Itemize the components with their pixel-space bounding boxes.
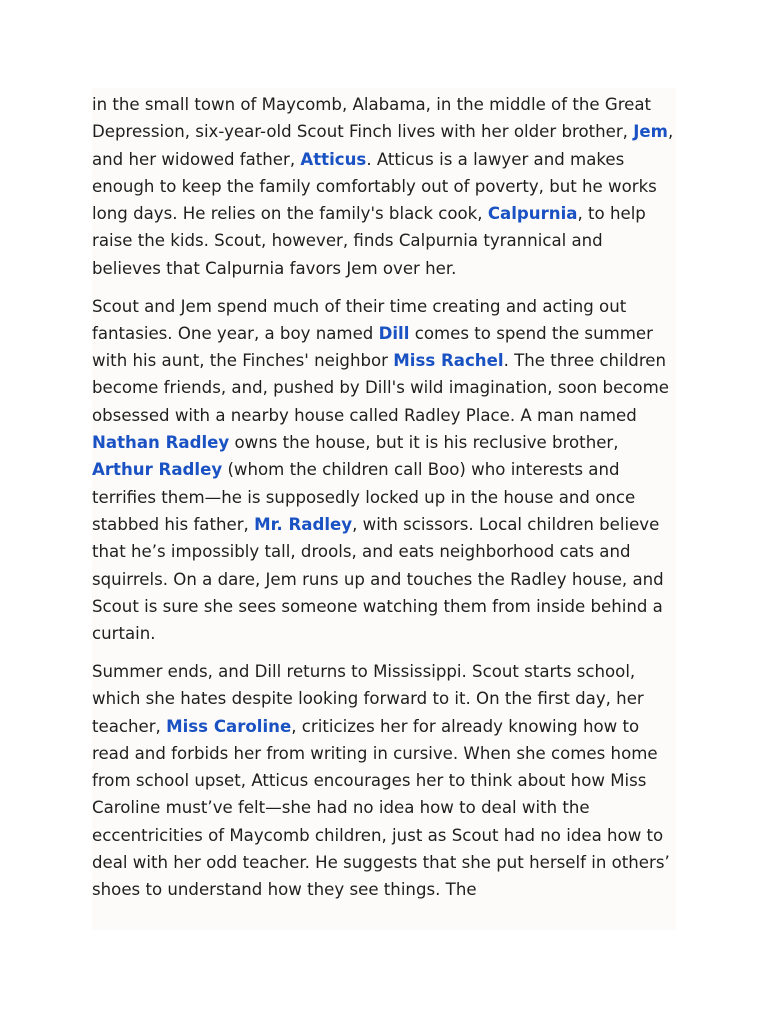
link-jem[interactable]: Jem [633,122,668,142]
link-miss-caroline[interactable]: Miss Caroline [166,716,292,736]
link-arthur-radley[interactable]: Arthur Radley [92,460,223,480]
paragraph-text: owns the house, but it is his reclusive brother, [229,433,619,453]
paragraph-text: in the small town of Maycomb, Alabama, in the middle of the Great Depression, six-year-old Scout Finch lives with her older brother, [92,95,652,142]
paragraph-text: (whom the children call Boo) who interests and terrifies them—he is supposedly locked up in the house and once stabbed his father, [92,460,636,534]
link-nathan-radley[interactable]: Nathan Radley [92,433,230,453]
paragraph-text: Scout and Jem spend much of their time creating and acting out fantasies. One year, a boy named [92,296,627,343]
paragraph-text: , with scissors. Local children believe that he’s impossibly tall, drools, and eats neighborhood cats and squirrels. On a dare, Jem runs up and touches the Radley house, and Scout is sure she sees someone watching them from inside behind a curtain. [92,514,664,644]
paragraph-2 [92,293,676,648]
paragraph-text: . The three children become friends, and, pushed by Dill's wild imagination, soon become obsessed with a nearby house called Radley Place. A man named [92,351,669,425]
paragraph-text: , to help raise the kids. Scout, however, finds Calpurnia tyrannical and believes that Calpurnia favors Jem over her. [92,204,646,278]
link-atticus[interactable]: Atticus [300,149,367,169]
paragraph-text: , criticizes her for already knowing how to read and forbids her from writing in cursive. When she comes home from school upset, Atticus encourages her to think about how Miss Caroline must’ve felt—she had no idea how to deal with the eccentricities of Maycomb children, just as Scout had no idea how to deal with her odd teacher. He suggests that she put herself in others’ shoes to understand how they see things. The [92,716,670,900]
paragraph-text: , and her widowed father, [92,122,674,169]
link-calpurnia[interactable]: Calpurnia [487,204,578,224]
link-mr-radley[interactable]: Mr. Radley [254,514,353,534]
paragraph-text: comes to spend the summer with his aunt, the Finches' neighbor [92,323,653,371]
paragraph-text: Summer ends, and Dill returns to Mississippi. Scout starts school, which she hates despite looking forward to it. On the first day, her teacher, [92,661,644,736]
paragraph-1 [92,88,676,282]
link-miss-rachel[interactable]: Miss Rachel [393,351,504,371]
paragraph-text: . Atticus is a lawyer and makes enough to keep the family comfortably out of poverty, but he works long days. He relies on the family's black cook, [92,149,657,224]
link-dill[interactable]: Dill [378,323,410,343]
paragraph-3 [92,658,676,904]
summary-article [92,88,676,930]
